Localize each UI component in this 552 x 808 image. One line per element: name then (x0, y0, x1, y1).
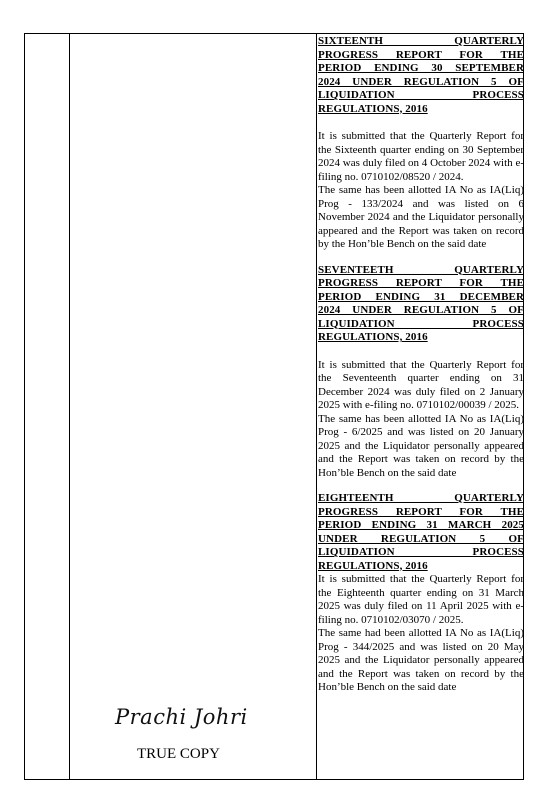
section-heading-eighteenth (318, 492, 524, 573)
heading-line: LIQUIDATION PROCESS (318, 546, 524, 558)
heading-line: PROGRESS REPORT FOR THE (318, 48, 524, 61)
section-paragraph: It is submitted that the Quarterly Report for the Eighteenth quarter ending on 31 March 2025 was duly filed on 11 April 2025 with e-filing no. 0710102/03070 / 2025. (318, 573, 524, 626)
heading-line: LIQUIDATION PROCESS (318, 317, 524, 330)
section-heading-sixteenth (318, 35, 524, 116)
heading-line: REGULATIONS, 2016 (318, 102, 428, 115)
heading-line: UNDER REGULATION 5 OF (318, 532, 524, 545)
section-paragraph: The same has been allotted IA No as IA(Liq) Prog - 6/2025 and was listed on 20 January 2025 and the Liquidator personally appeared and the Report was taken on record by the Hon’ble Bench on the said date (318, 412, 524, 479)
section-paragraph: The same has been allotted IA No as IA(Liq) Prog - 133/2024 and was listed on 6 November 2024 and the Liquidator personally appeared and the Report was taken on record by the Hon’ble Bench on the said date (318, 184, 524, 250)
true-copy-label: TRUE COPY (137, 746, 220, 762)
details-column (318, 35, 524, 695)
heading-line: PERIOD ENDING 31 MARCH 2025 (318, 519, 524, 531)
heading-line: SEVENTEETH QUARTERLY (318, 263, 524, 276)
report-table (24, 33, 524, 780)
heading-line: REGULATIONS, 2016 (318, 559, 428, 572)
heading-line: SIXTEENTH QUARTERLY (318, 35, 524, 47)
column-divider (69, 34, 70, 779)
section-paragraph: The same had been allotted IA No as IA(Liq) Prog - 344/2025 and was listed on 20 May 2025 and the Liquidator personally appeared and the Report was taken on record by the Hon’ble Bench on the said date (318, 627, 524, 693)
section-paragraph: It is submitted that the Quarterly Report for the Sixteenth quarter ending on 30 September 2024 was duly filed on 4 October 2024 with e-filing no. 0710102/08520 / 2024. (318, 130, 524, 183)
heading-line: PROGRESS REPORT FOR THE (318, 277, 524, 289)
heading-line: LIQUIDATION PROCESS (318, 89, 524, 101)
section-paragraph: It is submitted that the Quarterly Report for the Seventeenth quarter ending on 31 December 2024 was duly filed on 2 January 2025 with e-filing no. 0710102/00039 / 2025. (318, 358, 524, 411)
column-divider (316, 34, 317, 779)
heading-line: REGULATIONS, 2016 (318, 331, 428, 343)
heading-line: PERIOD ENDING 31 DECEMBER (318, 290, 524, 303)
heading-line: 2024 UNDER REGULATION 5 OF (318, 75, 524, 88)
heading-line: PROGRESS REPORT FOR THE (318, 505, 524, 518)
signature: Prachi Johri (115, 705, 248, 729)
heading-line: EIGHTEENTH QUARTERLY (318, 492, 524, 504)
heading-line: PERIOD ENDING 30 SEPTEMBER (318, 62, 524, 74)
section-heading-seventeenth (318, 264, 524, 345)
heading-line: 2024 UNDER REGULATION 5 OF (318, 304, 524, 316)
